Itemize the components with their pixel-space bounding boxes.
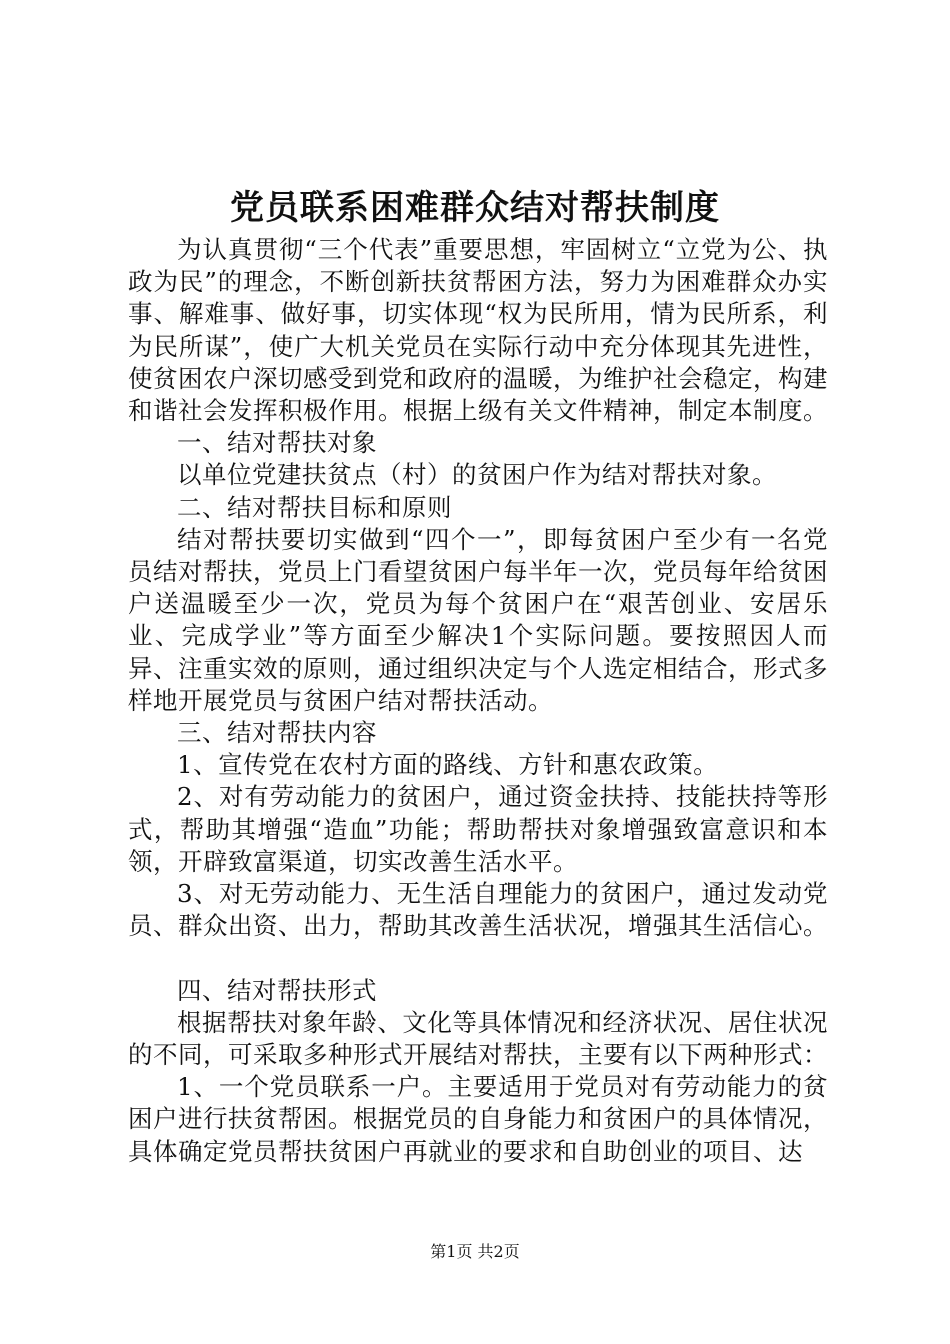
section-4-heading: 四、结对帮扶形式 — [177, 975, 377, 1005]
document-body — [128, 234, 828, 1168]
section-2-heading: 二、结对帮扶目标和原则 — [177, 492, 452, 522]
section-4-item-1: 1、一个党员联系一户。主要适用于党员对有劳动能力的贫困户进行扶贫帮困。根据党员的自身能力和贫困户的具体情况，具体确定党员帮扶贫困户再就业的要求和自助创业的项目、达 — [128, 1072, 828, 1166]
section-4-paragraph: 根据帮扶对象年龄、文化等具体情况和经济状况、居住状况的不同，可采取多种形式开展结对帮扶，主要有以下两种形式： — [128, 1007, 828, 1070]
intro-paragraph: 为认真贯彻“三个代表”重要思想，牢固树立“立党为公、执政为民”的理念，不断创新扶贫帮困方法，努力为困难群众办实事、解难事、做好事，切实体现“权为民所用，情为民所系，利为民所谋”，使广大机关党员在实际行动中充分体现其先进性，使贫困农户深切感受到党和政府的温暖，为维护社会稳定，构建和谐社会发挥积极作用。根据上级有关文件精神，制定本制度。 — [128, 235, 828, 426]
section-3-item-1: 1、宣传党在农村方面的路线、方针和惠农政策。 — [177, 750, 719, 780]
page-footer: 第1页 共2页 — [430, 1242, 520, 1261]
paragraph-spacer — [128, 942, 828, 974]
section-1-paragraph: 以单位党建扶贫点（村）的贫困户作为结对帮扶对象。 — [177, 460, 777, 490]
document-title: 党员联系困难群众结对帮扶制度 — [230, 188, 720, 228]
section-2-paragraph: 结对帮扶要切实做到“四个一”，即每贫困户至少有一名党员结对帮扶，党员上门看望贫困户每半年一次，党员每年给贫困户送温暖至少一次，党员为每个贫困户在“艰苦创业、安居乐业、完成学业”等方面至少解决1个实际问题。要按照因人而异、注重实效的原则，通过组织决定与个人选定相结合，形式多样地开展党员与贫困户结对帮扶活动。 — [128, 524, 828, 715]
section-3-item-3: 3、对无劳动能力、无生活自理能力的贫困户，通过发动党员、群众出资、出力，帮助其改善生活状况，增强其生活信心。 — [128, 879, 828, 941]
section-1-heading: 一、结对帮扶对象 — [177, 428, 377, 458]
section-3-item-2: 2、对有劳动能力的贫困户，通过资金扶持、技能扶持等形式，帮助其增强“造血”功能；帮助帮扶对象增强致富意识和本领，开辟致富渠道，切实改善生活水平。 — [128, 782, 828, 876]
section-3-heading: 三、结对帮扶内容 — [177, 718, 377, 748]
